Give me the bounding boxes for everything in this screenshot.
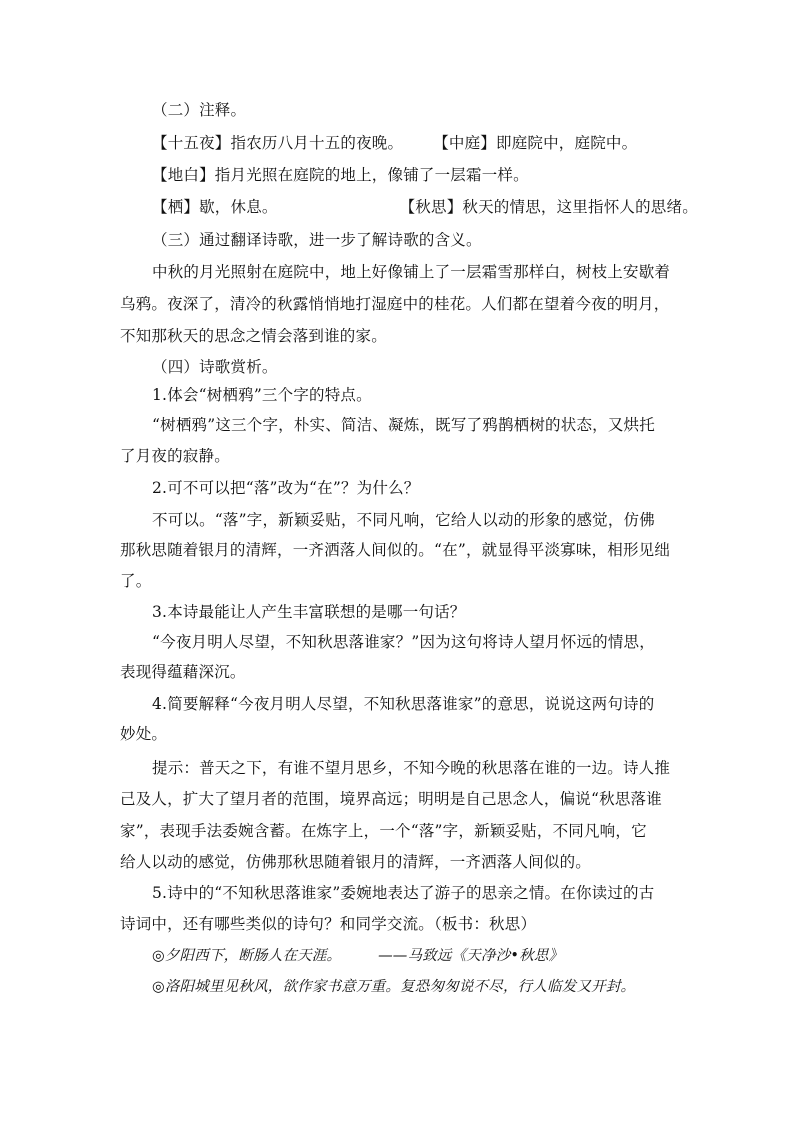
question-5-line: 诗词中，还有哪些类似的诗句？和同学交流。（板书：秋思） [120, 915, 537, 933]
translation-line: 乌鸦。夜深了，清冷的秋露悄悄地打湿庭中的桂花。人们都在望着今夜的明月， [120, 295, 670, 313]
appreciation-heading: （四）诗歌赏析。 [152, 358, 278, 376]
question-3: 3.本诗最能让人产生丰富联想的是哪一句话？ [152, 603, 466, 621]
question-2: 2.可不可以把“落”改为“在”？为什么？ [152, 479, 420, 497]
answer-4-line: 家”，表现手法委婉含蓄。在炼字上，一个“落”字，新颖妥贴，不同凡响，它 [120, 822, 647, 840]
answer-4-line: 提示：普天之下，有谁不望月思乡，不知今晚的秋思落在谁的一边。诗人推 [152, 759, 671, 777]
question-4-line: 妙处。 [120, 725, 168, 743]
answer-4-line: 给人以动的感觉，仿佛那秋思随着银月的清辉，一齐洒落人间似的。 [120, 853, 592, 871]
answer-3-line: “今夜月明人尽望，不知秋思落谁家？”因为这句将诗人望月怀远的情思， [152, 633, 655, 651]
question-4-line: 4.简要解释“今夜月明人尽望，不知秋思落谁家”的意思，说说这两句诗的 [152, 695, 655, 713]
answer-2-line: 了。 [120, 572, 152, 590]
poem-quote: ◎夕阳西下，断肠人在天涯。 ——马致远《天净沙•秋思》 [152, 948, 564, 964]
annotation-dibai: 【地白】指月光照在庭院的地上，像铺了一层霜一样。 [152, 166, 529, 184]
question-1: 1.体会“树栖鸦”三个字的特点。 [152, 386, 372, 404]
answer-3-line: 表现得蕴藉深沉。 [120, 663, 246, 681]
annotation-line-4 [152, 195, 698, 219]
answer-4-line: 己及人，扩大了望月者的范围，境界高远；明明是自己思念人，偏说“秋思落谁 [120, 790, 662, 808]
answer-1-line: 了月夜的寂静。 [120, 447, 230, 465]
answer-1-line: “树栖鸦”这三个字，朴实、简洁、凝炼，既写了鸦鹊栖树的状态，又烘托 [152, 416, 655, 434]
annotation-qiusi: 【秋思】秋天的情思，这里指怀人的思绪。 [399, 198, 698, 216]
translation-heading: （三）通过翻译诗歌，进一步了解诗歌的含义。 [152, 231, 482, 249]
question-5-line: 5.诗中的“不知秋思落谁家”委婉地表达了游子的思亲之情。在你读过的古 [152, 884, 655, 902]
annotation-heading: （二）注释。 [152, 101, 247, 119]
poem-quote: ◎洛阳城里见秋风，欲作家书意万重。复恐匆匆说不尽，行人临发又开封。 [152, 979, 636, 995]
translation-line: 不知那秋天的思念之情会落到谁的家。 [120, 327, 387, 345]
annotation-line-1 [152, 131, 680, 155]
translation-line: 中秋的月光照射在庭院中，地上好像铺上了一层霜雪那样白，树枝上安歇着 [152, 263, 671, 281]
answer-2-line: 那秋思随着银月的清辉，一齐洒落人间似的。“在”，就显得平淡寡味，相形见绌 [120, 541, 671, 559]
annotation-qi: 【栖】歇，休息。 [152, 198, 278, 216]
annotation-zhongting: 【中庭】即庭院中，庭院中。 [433, 134, 638, 152]
answer-2-line: 不可以。“落”字，新颖妥贴，不同凡响，它给人以动的形象的感觉，仿佛 [152, 511, 655, 529]
annotation-shiwuye: 【十五夜】指农历八月十五的夜晚。 [152, 134, 404, 152]
